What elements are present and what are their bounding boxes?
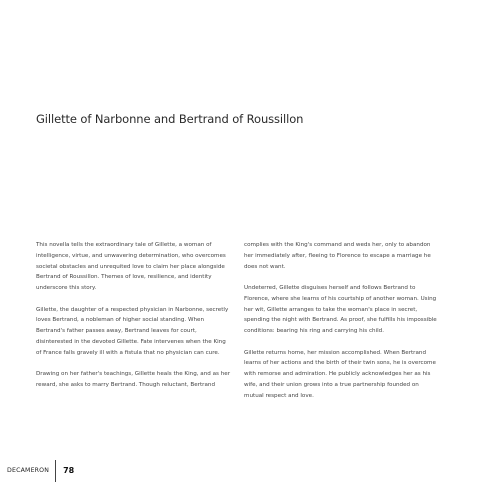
paragraph: Undeterred, Gillette disguises herself and follows Bertrand to Florence, where she learns of his courtship of another woman. Using her wit, Gillette arranges to take the woman's place in secret, spending the night with Bertrand. As proof, she fulfills his impossible conditions: bearing his ring and carrying his child. — [244, 285, 437, 334]
paragraph: This novella tells the extraordinary tale of Gillette, a woman of intelligence, virtue, and unwavering determination, who overcomes societal obstacles and unrequited love to claim her place alongside Bertrand of Roussillon. Themes of love, resilience, and identity underscore this story. — [36, 242, 226, 291]
page-footer — [7, 464, 74, 478]
paragraph: Gillette, the daughter of a respected physician in Narbonne, secretly loves Bertrand, a nobleman of higher social standing. When Bertrand's father passes away, Bertrand leaves for court, disinterested in the devoted Gillette. Fate intervenes when the King of France falls gravely ill with a fistula that no physician can cure. — [36, 306, 229, 356]
paragraph: Drawing on her father's teachings, Gillette heals the King, and as her reward, she asks to marry Bertrand. Though reluctant, Bertrand — [36, 371, 231, 388]
series-name: DECAMERON — [7, 467, 50, 474]
page-number: 78 — [63, 466, 75, 475]
paragraph: Gillette returns home, her mission accomplished. When Bertrand learns of her actions and the birth of their twin sons, he is overcome with remorse and admiration. He publicly acknowledges her as his wife, and their union grows into a true partnership founded on mutual respect and love. — [244, 349, 436, 399]
left-column — [36, 240, 232, 401]
right-column — [244, 240, 440, 412]
paragraph: complies with the King's command and weds her, only to abandon her immediately after, fleeing to Florence to escape a marriage he does not want. — [244, 242, 431, 270]
page-title: Gillette of Narbonne and Bertrand of Roussillon — [36, 112, 304, 126]
